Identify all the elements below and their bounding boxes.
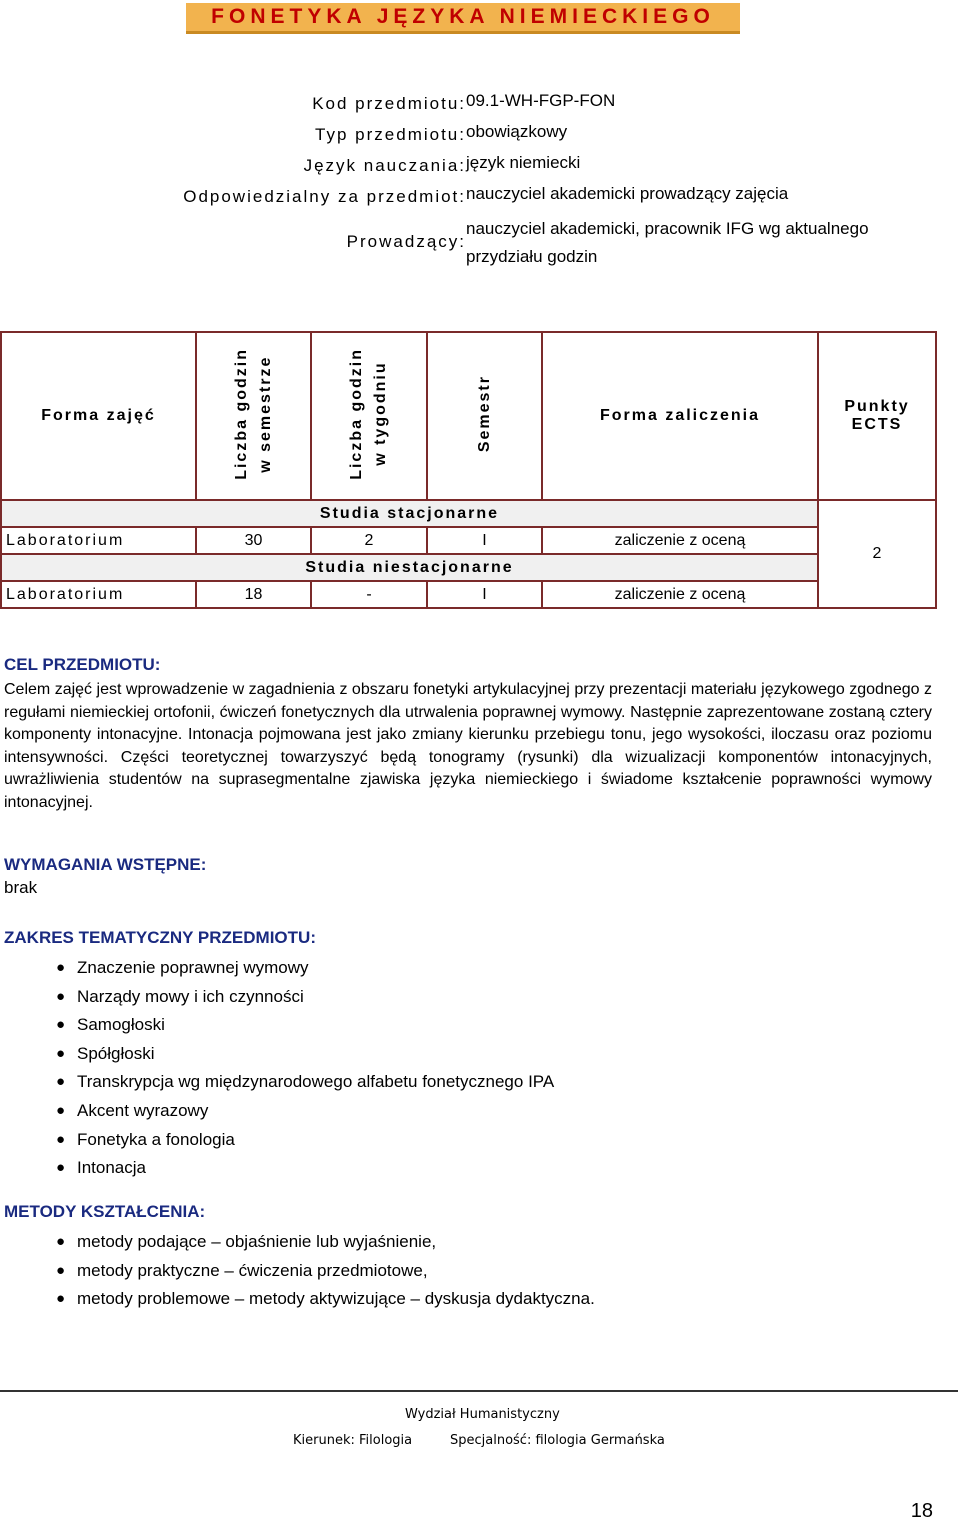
section-row <box>1 554 936 581</box>
header-liczba-semestr <box>196 332 311 500</box>
meta-row-jezyk <box>0 152 960 183</box>
vertical-label: Liczba godzin w tygodniu <box>348 347 389 480</box>
meta-row-kod <box>0 90 960 121</box>
footer-wydzial: Wydział Humanistyczny <box>405 1407 560 1422</box>
section-name: Studia niestacjonarne <box>1 554 818 581</box>
list-item: ● metody problemowe – metody aktywizujące – dyskusja dydaktyczna. <box>56 1289 595 1309</box>
list-item: ● Akcent wyrazowy <box>56 1100 209 1120</box>
table-header-row <box>1 332 936 500</box>
cell-semestr: I <box>427 527 542 554</box>
metody-section <box>4 1202 932 1314</box>
cell-zaliczenie: zaliczenie z oceną <box>542 527 818 554</box>
header-liczba-tydzien <box>311 332 427 500</box>
footer-specjalnosc: Specjalność: filologia Germańska <box>450 1433 665 1448</box>
section-name: Studia stacjonarne <box>1 500 818 527</box>
cell-tyg: 2 <box>311 527 427 554</box>
meta-value-line: nauczyciel akademicki, pracownik IFG wg aktualnego <box>466 219 869 238</box>
meta-label: Kod przedmiotu: <box>312 94 466 113</box>
table-row <box>1 581 936 608</box>
list-item: ● metody podające – objaśnienie lub wyjaśnienie, <box>56 1232 437 1251</box>
zakres-heading: ZAKRES TEMATYCZNY PRZEDMIOTU: <box>4 928 316 947</box>
list-item: ● Narządy mowy i ich czynności <box>56 986 304 1006</box>
meta-value: obowiązkowy <box>466 122 568 141</box>
cell-forma: Laboratorium <box>1 581 196 608</box>
list-item: ● Znaczenie poprawnej wymowy <box>56 958 309 977</box>
list-item: ● Fonetyka a fonologia <box>56 1129 235 1149</box>
cel-heading: CEL PRZEDMIOTU: <box>4 655 161 674</box>
course-table <box>0 331 937 609</box>
ects-value: 2 <box>818 500 936 608</box>
section-row <box>1 500 936 527</box>
vertical-label: Liczba godzin w semestrze <box>232 347 274 480</box>
cel-text: Celem zajęć jest wprowadzenie w zagadnienia z obszaru fonetyki artykulacyjnej przy prezentacji materiału językowego zgodnego z regułami niemieckiej ortofonii, ćwiczeń fonetycznych dla utrwalenia poprawnej wymowy. Następnie zaprezentowane zostaną cztery komponenty intonacyjne. Intonacja pojmowana jest jako zmiany kierunku przebiegu tonu, jego wysokości, iloczasu oraz poziomu intensywności. Części teoretycznej towarzyszyć będą tonogramy (rysunki) dla wizualizacji komponentów intonacyjnych, uwrażliwienia studentów na suprasegmentalne zjawiska języka niemieckiego i świadome kształcenie poprawności wymowy intonacyjnej. <box>4 681 932 811</box>
cell-sem: 18 <box>196 581 311 608</box>
footer-kierunek: Kierunek: Filologia <box>293 1433 413 1448</box>
wymagania-text: brak <box>4 878 38 897</box>
header-zaliczenie: Forma zaliczenia <box>542 332 818 500</box>
list-item: ● metody praktyczne – ćwiczenia przedmiotowe, <box>56 1260 428 1280</box>
document-title: FONETYKA JĘZYKA NIEMIECKIEGO <box>211 5 715 28</box>
meta-row-prowadzacy <box>0 218 960 274</box>
wymagania-section <box>4 855 932 898</box>
table-row <box>1 527 936 554</box>
metody-heading: METODY KSZTAŁCENIA: <box>4 1202 206 1221</box>
title-banner <box>186 3 740 34</box>
meta-label: Język nauczania: <box>303 156 466 175</box>
cell-forma: Laboratorium <box>1 527 196 554</box>
meta-label: Odpowiedzialny za przedmiot: <box>183 187 466 206</box>
list-item: ● Transkrypcja wg międzynarodowego alfabetu fonetycznego IPA <box>56 1072 555 1092</box>
meta-value: 09.1-WH-FGP-FON <box>466 91 616 110</box>
cell-sem: 30 <box>196 527 311 554</box>
meta-label: Prowadzący: <box>346 232 466 251</box>
meta-row-typ <box>0 121 960 152</box>
page-number: 18 <box>910 1500 933 1522</box>
metody-list <box>4 1228 932 1314</box>
list-item: ● Intonacja <box>56 1158 146 1178</box>
cell-semestr: I <box>427 581 542 608</box>
list-item: ● Samogłoski <box>56 1015 165 1035</box>
cell-zaliczenie: zaliczenie z oceną <box>542 581 818 608</box>
list-item: ● Spółgłoski <box>56 1043 155 1063</box>
cell-tyg: - <box>311 581 427 608</box>
course-metadata <box>0 90 960 274</box>
vertical-label: Semestr <box>475 374 493 453</box>
cel-section <box>4 655 932 814</box>
wymagania-heading: WYMAGANIA WSTĘPNE: <box>4 855 207 874</box>
meta-row-odpowiedzialny <box>0 183 960 214</box>
header-forma: Forma zajęć <box>1 332 196 500</box>
meta-value <box>466 218 926 274</box>
footer-divider <box>0 1390 958 1392</box>
header-semestr <box>427 332 542 500</box>
meta-label: Typ przedmiotu: <box>315 125 466 144</box>
meta-value: nauczyciel akademicki prowadzący zajęcia <box>466 184 789 203</box>
meta-value-line: przydziału godzin <box>466 247 598 266</box>
zakres-list <box>4 954 932 1183</box>
meta-value: język niemiecki <box>466 153 581 172</box>
header-ects: Punkty ECTS <box>818 332 936 500</box>
zakres-section <box>4 928 932 1183</box>
